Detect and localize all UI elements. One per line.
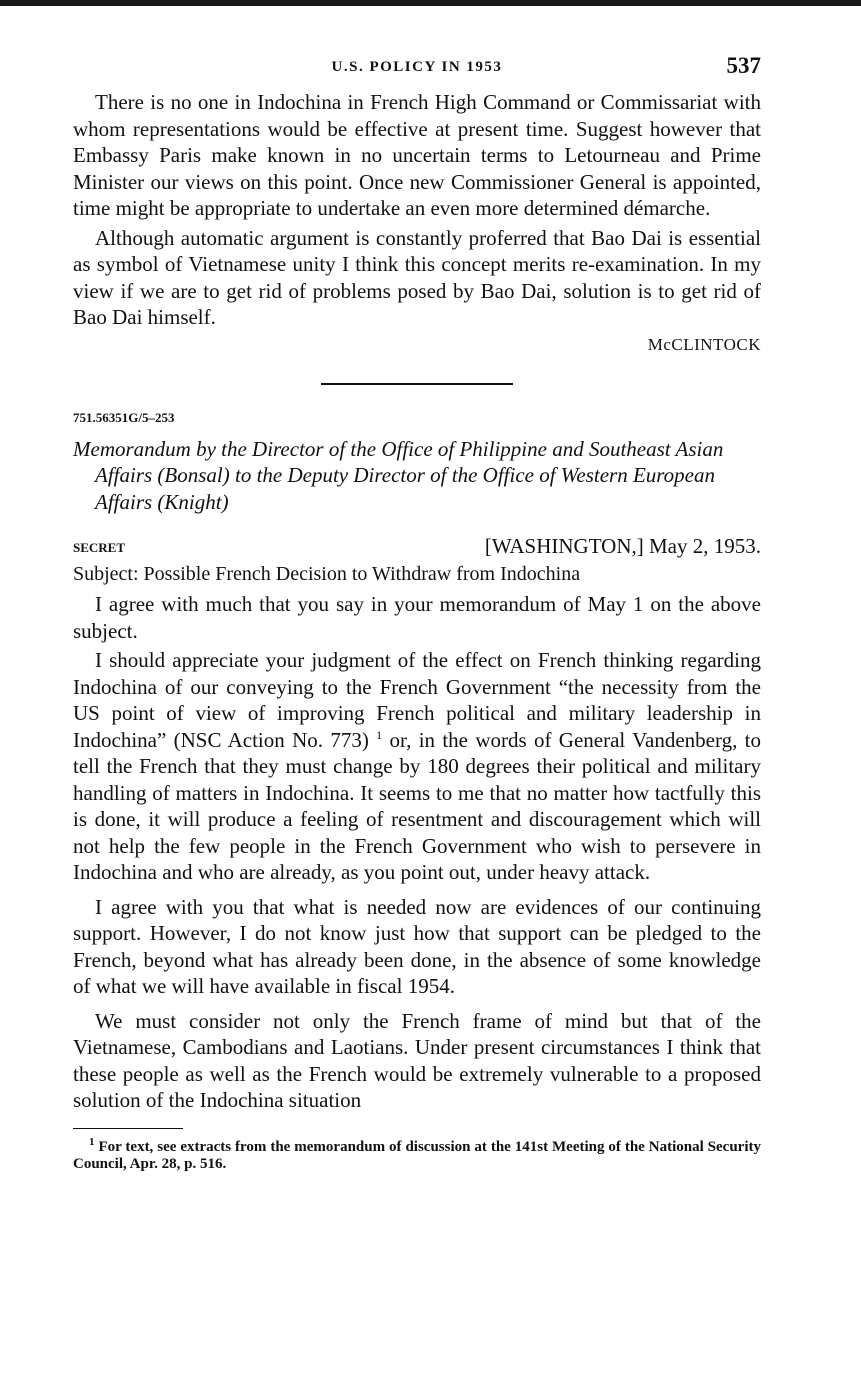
footnote [73,1135,762,1173]
signature: McCLINTOCK [647,334,761,354]
document-title: Memorandum by the Director of the Office of Philippine and Southeast Asian Affairs (Bonsal) to the Deputy Director of the Office of Western European Affairs (Knight) [73,436,724,514]
paragraph-judgment [73,647,761,886]
file-number: 751.56351G/5–253 [73,409,175,425]
footnote-mark: 1 [89,1135,95,1148]
paragraph-judgment-text: I should appreciate your judgment of the effect on French thinking regarding Indochina of our conveying to the French Government “the necessity from the US point of view of improving French political and military leadership in Indochina” (NSC Action No. 773) [73,648,761,752]
paragraph-frame-of-mind: We must consider not only the French frame of mind but that of the Vietnamese, Cambodians and Laotians. Under present circumstances I think that these people as well as the French would be extremely vulnerable to a proposed solution of the Indochina situation [73,1008,761,1112]
dateline [73,533,761,559]
paragraph-judgment-text-cont: or, in the words of General Vandenberg, to tell the French that they must change by 180 degrees their political and military handling of matters in Indochina. It seems to me that no matter how tactfully this is done, it will produce a feeling of resentment and discouragement which will not help the few people in the French Government who wish to persevere in Indochina and who are already, as you point out, under heavy attack. [73,727,762,884]
paragraph-commissariat: There is no one in Indochina in French High Command or Commissariat with whom representations would be effective at present time. Suggest however that Embassy Paris make known in no uncertain terms to Letourneau and Prime Minister our views on this point. Once new Commissioner General is appointed, time might be appropriate to undertake an even more determined démarche. [73,90,761,220]
footnote-reference[interactable]: 1 [376,727,383,742]
running-title: U.S. POLICY IN 1953 [331,59,503,75]
date-line: [WASHINGTON,] May 2, 1953. [484,534,761,558]
paragraph-bao-dai: Although automatic argument is constantly proferred that Bao Dai is essential as symbol of Vietnamese unity I think this concept merits re-examination. In my view if we are to get rid of problems posed by Bao Dai, solution is to get rid of Bao Dai himself. [73,225,761,329]
subject-line: Subject: Possible French Decision to Withdraw from Indochina [73,563,581,585]
paragraph-support: I agree with you that what is needed now are evidences of our continuing support. However, I do not know just how that support can be pledged to the French, beyond what has already been done, in the absence of some knowledge of what we will have available in fiscal 1954. [73,894,761,998]
classification-marking: SECRET [73,540,126,555]
document-page [73,55,761,1173]
page-number: 537 [726,53,761,78]
page-header [73,55,761,89]
paragraph-agree: I agree with much that you say in your memorandum of May 1 on the above subject. [73,592,761,643]
section-separator [321,383,513,385]
footnote-rule [73,1128,183,1129]
footnote-text: For text, see extracts from the memorandum of discussion at the 141st Meeting of the National Security Council, Apr. 28, p. 516. [73,1138,762,1172]
top-border [0,0,861,6]
